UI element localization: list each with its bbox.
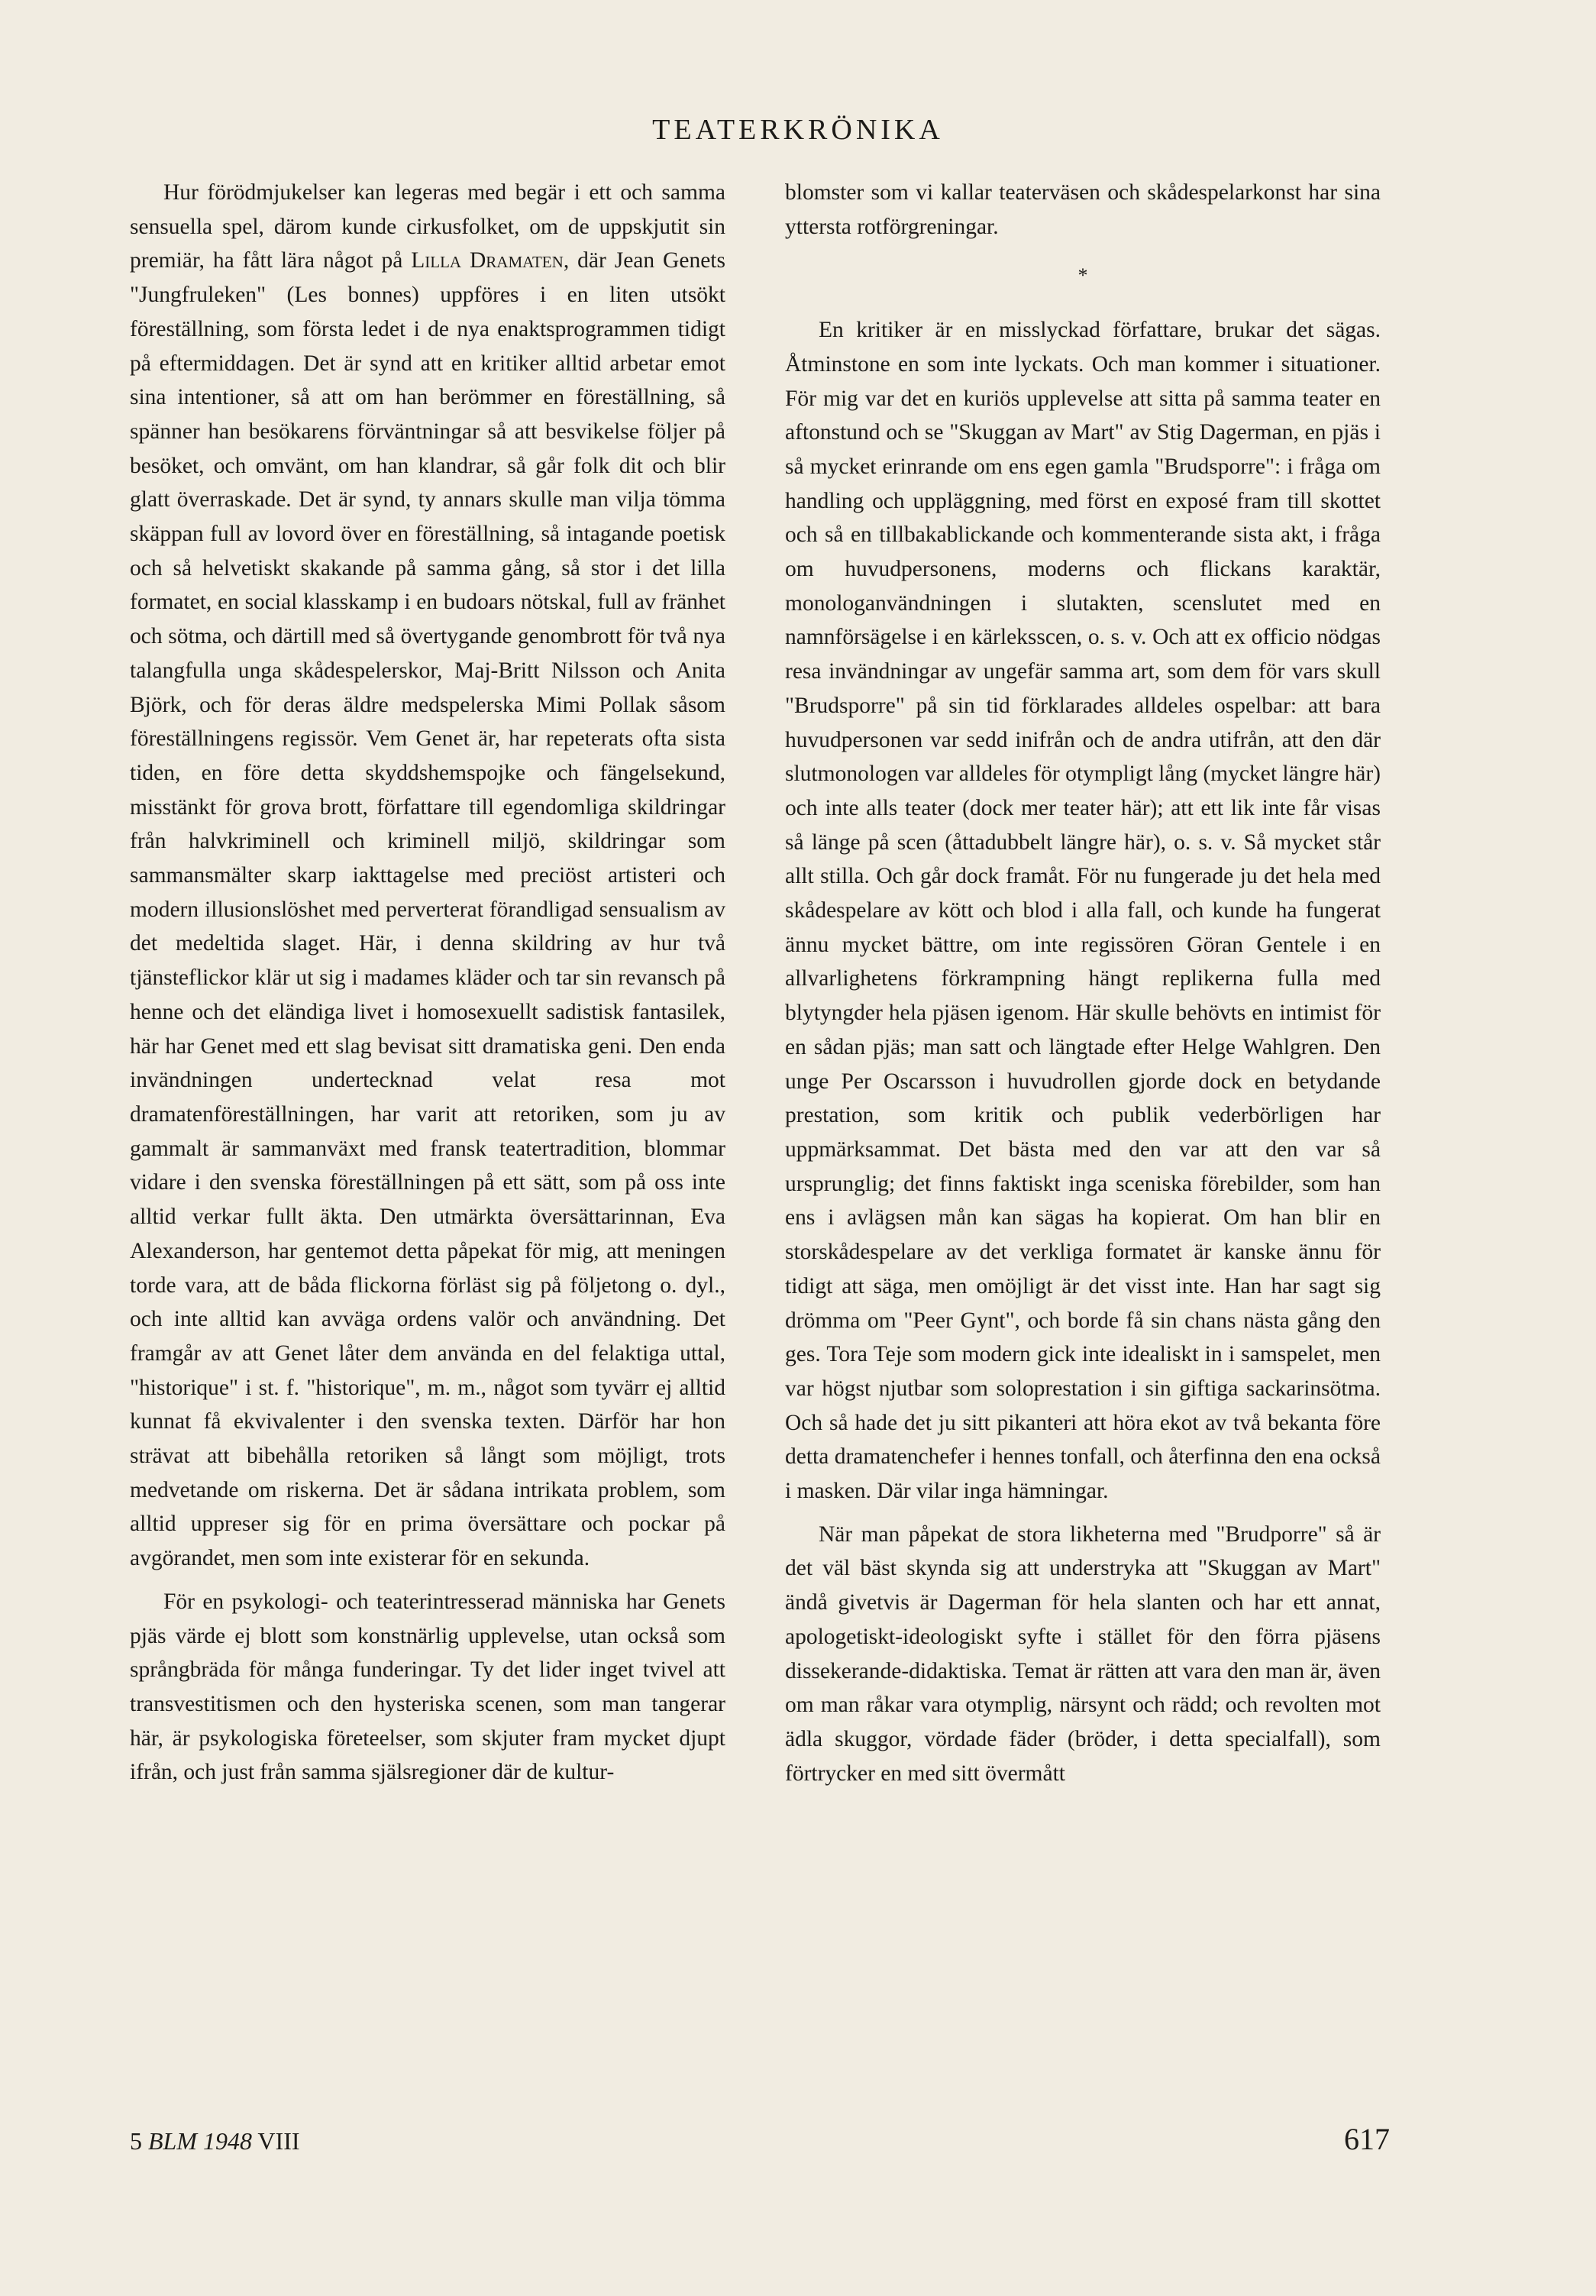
volume-number: VIII	[257, 2127, 300, 2155]
left-paragraph-1-text-b: , där Jean Genets "Jungfruleken" (Les bonnes) uppföres i en liten utsökt föreställning, som första ledet i de nya enaktsprogrammen tidigt på eftermiddagen. Det är synd att en kritiker alltid arbetar emot sina intentioner, så att om han berömmer en föreställning, så spänner han besökarens förväntningar så att besvikelse följer på besöket, och omvänt, om han klandrar, så går folk dit och blir glatt överraskade. Det är synd, ty annars skulle man vilja tömma skäppan full av lovord över en föreställning, så intagande poetisk och så helvetiskt skakande på samma gång, så stor i det lilla formatet, en social klasskamp i en budoars nötskal, full av fränhet och sötma, och därtill med så övertygande genombrott för två nya talangfulla unga skådespelerskor, Maj-Britt Nilsson och Anita Björk, och för deras äldre medspelerska Mimi Pollak såsom föreställningens regissör. Vem Genet är, har repeterats ofta sista tiden, en före detta skyddshemspojke och fängelsekund, misstänkt för grova brott, författare till egendomliga skildringar från halvkriminell och kriminell miljö, skildringar som sammansmälter skarp iakttagelse med preciöst artisteri och modern illusionslöshet med perverterat förandligad sensualism av det medeltida slaget. Här, i denna skildring av hur två tjänsteflickor klär ut sig i madames kläder och tar sin revansch på henne och det eländiga livet i homosexuellt sadistisk fantasilek, här har Genet med ett slag bevisat sitt dramatiska geni. Den enda invändningen undertecknad velat resa mot dramatenföreställningen, har varit att retoriken, som ju av gammalt är sammanväxt med fransk teatertradition, blommar vidare i den svenska föreställningen på ett sätt, som på oss inte alltid verkar fullt äkta. Den utmärkta översättarinnan, Eva Alexanderson, har gentemot detta påpekat för mig, att meningen torde vara, att de båda flickorna förläst sig på följetong o. dyl., och inte alltid kan avväga ordens valör och användning. Det framgår av att Genet låter dem använda en del felaktiga uttal, "historique" i st. f. "historique", m. m., något som tyvärr ej alltid kunnat få ekvivalenter i den svenska texten. Därför har hon strävat att bibehålla retoriken så långt som möjligt, trots medvetande om riskerna. Det är sådana intrikata problem, som alltid uppreser sig för en prima översättare och pockar på avgörandet, men som inte existerar för en sekunda.	[130, 248, 725, 1571]
signature-mark	[130, 2127, 300, 2155]
section-separator: *	[1077, 264, 1088, 287]
journal-name: BLM 1948	[148, 2127, 252, 2155]
left-paragraph-1-text-a: Hur förödmjukelser kan legeras med begär i ett och samma sensuella spel, därom kunde cirkusfolket, om de uppskjutit sin premiär, ha fått lära något på	[130, 180, 725, 273]
left-paragraph-2: För en psykologi- och teaterintresserad människa har Genets pjäs värde ej blott som konstnärlig upplevelse, utan också som språngbräda för många funderingar. Ty det lider inget tvivel att transvestitismen och den hysteriska scenen, som man tangerar här, är psykologiska företeelser, som skjuter fram mycket djupt ifrån, och just från samma själsregioner där de kultur-	[130, 1589, 725, 1785]
right-paragraph-1: blomster som vi kallar teaterväsen och skådespelarkonst har sina yttersta rotförgreningar.	[785, 180, 1381, 239]
venue-name: Lilla Dramaten	[411, 248, 564, 273]
page-header-title: TEATERKRÖNIKA	[652, 114, 944, 146]
left-paragraph-1	[130, 176, 725, 1576]
right-paragraph-2: En kritiker är en misslyckad författare, brukar det sägas. Åtminstone en som inte lyckats. Och man kommer i situationer. För mig var det en kuriös upplevelse att sitta på samma teater en aftonstund och se "Skuggan av Mart" av Stig Dagerman, en pjäs i så mycket erinrande om ens egen gamla "Brudsporre": i fråga om handling och uppläggning, med först en exposé fram till skottet och så en tillbakablickande och kommenterande sista akt, i fråga om huvudpersonens, moderns och flickans karaktär, monologanvändningen i slutakten, scenslutet med en namnförsägelse i en kärleksscen, o. s. v. Och att ex officio nödgas resa invändningar av ungefär samma art, som dem för vars skull "Brudsporre" på sin tid förklarades alldeles ospelbar: att bara huvudpersonen var sedd inifrån och de andra utifrån, att den där slutmonologen var alldeles för otympligt lång (mycket längre här) och inte alls teater (dock mer teater här); att ett lik inte får visas så länge på scen (åttadubbelt längre här), o. s. v. Så mycket står allt stilla. Och går dock framåt. För nu fungerade ju det hela med skådespelare av kött och blod i alla fall, och kunde ha fungerat ännu mycket bättre, om inte regissören Göran Gentele i en allvarlighetens förkrampning hängt replikerna fulla med blytyngder hela pjäsen igenom. Här skulle behövts en intimist för en sådan pjäs; man satt och längtade efter Helge Wahlgren. Den unge Per Oscarsson i huvudrollen gjorde dock en betydande prestation, som kritik och publik vederbörligen har uppmärksammat. Det bästa med den var att den var så ursprunglig; det finns faktiskt inga sceniska förebilder, som han ens i avlägsen mån kan sägas ha kopierat. Om han blir en storskådespelare av det verkliga formatet är kanske ännu för tidigt att säga, men omöjligt är det visst inte. Han har sagt sig drömma om "Peer Gynt", och borde få sin chans nästa gång den ges. Tora Teje som modern gick inte idealiskt in i samspelet, men var högst njutbar som soloprestation i sin giftiga sackarinsötma. Och så hade det ju sitt pikanteri att höra ekot av två bekanta före detta dramatenchefer i hennes tonfall, och återfinna den ena också i masken. Där vilar inga hämningar.	[785, 318, 1381, 1504]
right-paragraph-3: När man påpekat de stora likheterna med "Brudporre" så är det väl bäst skynda sig att understryka att "Skuggan av Mart" ändå givetvis är Dagerman för hela slanten och har ett annat, apologetiskt-ideologiskt syfte i stället för den förra pjäsens dissekerande-didaktiska. Temat är rätten att vara den man är, även om man råkar vara otymplig, närsynt och rädd; och revolten mot ädla skuggor, vördade fäder (bröder, i detta specialfall), som förtrycker en med sitt övermått	[785, 1522, 1381, 1786]
page-number: 617	[1344, 2122, 1390, 2156]
right-column	[785, 176, 1381, 1790]
sheet-number: 5	[130, 2127, 142, 2155]
left-column	[130, 176, 725, 1790]
